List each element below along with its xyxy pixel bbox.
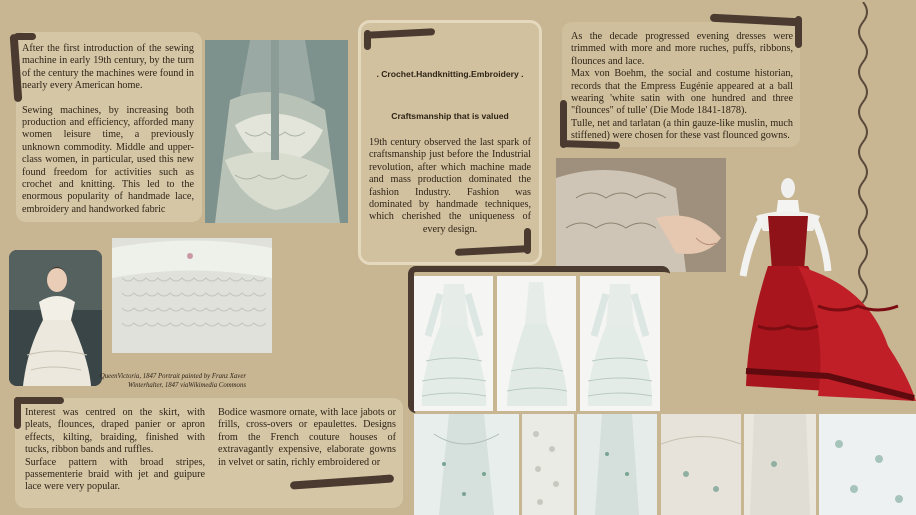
floral-dress-side <box>497 276 576 411</box>
caption-line-2: Winterhalter, 1847 viaWikimedia Commons <box>127 382 246 389</box>
intro-text <box>22 43 194 216</box>
brush-stroke-top-left-h <box>14 33 36 40</box>
fabric-detail-photo-2 <box>744 414 816 515</box>
center-card-title: . Crochet.Handknitting.Embroidery . <box>376 69 524 79</box>
caption-line-1: QueenVictoria, 1847 Portrait painted by Franz Xaver <box>99 373 246 380</box>
intro-paragraph-2: Sewing machines, by increasing both production and efficiency, afforded many women leisure time, a previously unknown commodity. Middle and upper-class women, in particular, used this new found freedom for activities such as crochet and knitting. This led to the enormous popularity of handmade lace, embroidery and handworked fabric <box>22 104 194 215</box>
intro-paragraph-1: After the first introduction of the sewing machine in early 19th century, by the turn of the century the machines were found in nearly every American home. <box>22 43 194 92</box>
smocked-fabric-photo <box>112 238 272 353</box>
brush-stroke-right-bottom-v <box>560 100 567 148</box>
bodice-back-photo <box>577 414 657 515</box>
floral-dress-back <box>580 276 660 411</box>
center-card-subtitle: Craftsmanship that is valued <box>391 111 509 121</box>
right-paragraph-3: Tulle, net and tarlatan (a thin gauze-like muslin, much stiffened) were chosen for these vast flounced gowns. <box>571 117 793 142</box>
right-paragraph-1: As the decade progressed evening dresses were trimmed with more and more ruches, puffs, ribbons, flounces and lace. <box>571 31 793 67</box>
bottom-left-paragraph-2: Surface pattern with broad stripes, passementerie braid with jet and guipure lace were very popular. <box>25 456 205 493</box>
brush-stroke-right-top-v <box>795 16 802 48</box>
bodice-front-photo <box>414 414 519 515</box>
bottom-right-text <box>218 407 396 469</box>
queen-victoria-portrait <box>9 250 102 386</box>
bottom-left-text <box>25 407 205 494</box>
right-paragraph-2: Max von Boehm, the social and costume historian, records that the Empress Eugénie appeared at a ball wearing 'white satin with one hundred and three "flounces" of tulle' (Die Mode 1841-1878). <box>571 68 793 117</box>
red-bustle-gown <box>728 176 916 408</box>
center-card-body: 19th century observed the last spark of craftsmanship just before the Industrial revolution, after which machine made and mass production dominated the fashion Industry. Fashion was dominated by handmade techniques, which cherished the uniqueness of every design. <box>369 137 531 235</box>
brush-stroke-center-left <box>364 30 371 50</box>
brush-stroke-center-bottom-v <box>524 228 531 254</box>
brush-stroke-bottom-left-v <box>14 397 21 429</box>
bottom-left-paragraph-1: Interest was centred on the skirt, with pleats, flounces, draped panier or apron effects, kilting, braiding, finished with tucks, ribbon bands and ruffles. <box>25 407 205 456</box>
bottom-right-paragraph-1: Bodice wasmore ornate, with lace jabots or frills, cross-overs or epaulettes. Designs from the French couture houses of extravagantly expensive, elaborate gowns in velvet or satin, richly embroidered or <box>218 407 396 468</box>
fabric-detail-photo-3 <box>819 414 916 515</box>
lace-flounce-bodice-photo <box>205 40 348 223</box>
painted-sleeve-detail <box>556 158 726 272</box>
portrait-caption <box>96 372 246 390</box>
fabric-detail-photo-1 <box>661 414 741 515</box>
right-text <box>571 31 793 143</box>
floral-dress-front <box>414 276 493 411</box>
brush-stroke-bottom-left-h <box>14 397 64 404</box>
eyelet-trim-photo <box>522 414 574 515</box>
